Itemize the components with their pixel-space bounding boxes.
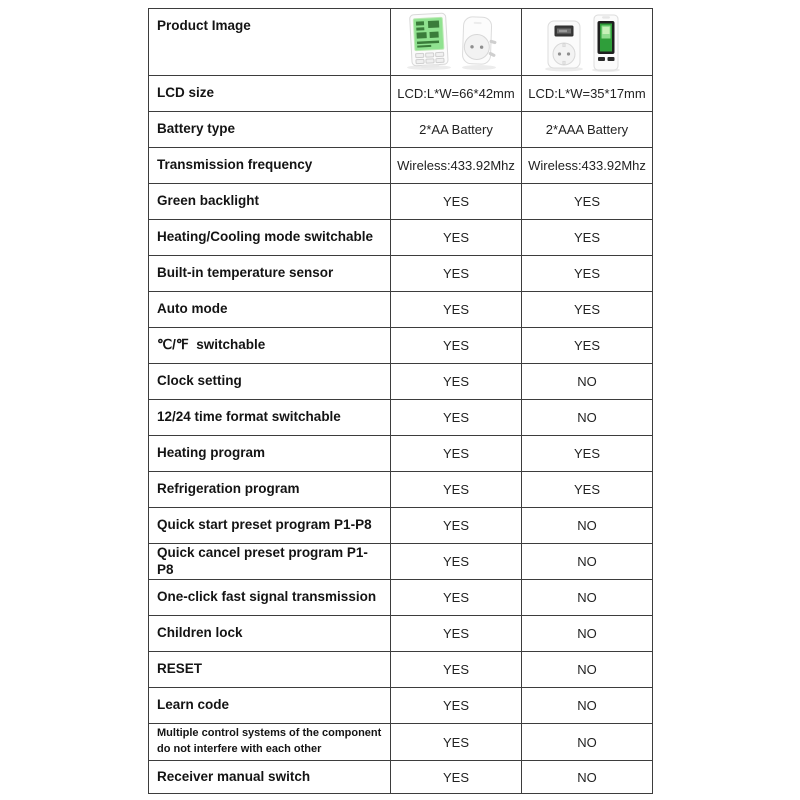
table-row: [149, 688, 653, 724]
spec-label: RESET: [149, 652, 391, 688]
spec-label: Auto mode: [149, 292, 391, 328]
spec-value-product2: NO: [522, 688, 653, 724]
spec-value-product2: Wireless:433.92Mhz: [522, 148, 653, 184]
spec-value-product2: YES: [522, 472, 653, 508]
spec-value-product2: YES: [522, 256, 653, 292]
product-1-image: [395, 12, 517, 72]
spec-label: Heating program: [149, 436, 391, 472]
spec-value-product1: YES: [391, 580, 522, 616]
table-row: [149, 724, 653, 761]
table-row: [149, 544, 653, 580]
spec-value-product1: YES: [391, 292, 522, 328]
spec-value-product1: YES: [391, 364, 522, 400]
spec-label: Transmission frequency: [149, 148, 391, 184]
spec-value-product1: 2*AA Battery: [391, 112, 522, 148]
spec-value-product1: LCD:L*W=66*42mm: [391, 76, 522, 112]
spec-value-product2: YES: [522, 436, 653, 472]
spec-value-product2: NO: [522, 544, 653, 580]
spec-value-product1: YES: [391, 220, 522, 256]
spec-label: Green backlight: [149, 184, 391, 220]
spec-value-product2: 2*AAA Battery: [522, 112, 653, 148]
table-row: [149, 328, 653, 364]
spec-value-product2: NO: [522, 724, 653, 761]
spec-value-product2: NO: [522, 400, 653, 436]
spec-label: Battery type: [149, 112, 391, 148]
table-row: [149, 616, 653, 652]
spec-label: Refrigeration program: [149, 472, 391, 508]
spec-value-product1: YES: [391, 616, 522, 652]
product-1-image-cell: [391, 9, 522, 76]
spec-value-product2: NO: [522, 508, 653, 544]
table-row: [149, 580, 653, 616]
spec-value-product2: YES: [522, 220, 653, 256]
table-row: [149, 9, 653, 76]
table-row: [149, 761, 653, 794]
spec-label: 12/24 time format switchable: [149, 400, 391, 436]
table-row: [149, 184, 653, 220]
table-row: [149, 364, 653, 400]
table-row: [149, 112, 653, 148]
spec-value-product2: YES: [522, 184, 653, 220]
table-row: [149, 76, 653, 112]
product-2-image: [526, 12, 648, 72]
table-row: [149, 220, 653, 256]
plug-icon: [462, 17, 497, 65]
spec-label: Clock setting: [149, 364, 391, 400]
spec-value-product1: YES: [391, 688, 522, 724]
table-row: [149, 436, 653, 472]
spec-value-product1: YES: [391, 400, 522, 436]
spec-value-product2: NO: [522, 761, 653, 794]
remote-control-icon: [594, 15, 618, 70]
spec-label: Learn code: [149, 688, 391, 724]
thermostat-icon: [410, 13, 449, 68]
product-2-image-cell: [522, 9, 653, 76]
spec-value-product1: YES: [391, 472, 522, 508]
spec-label: Receiver manual switch: [149, 761, 391, 794]
spec-table: [148, 8, 653, 794]
spec-value-product1: YES: [391, 184, 522, 220]
receiver-plug-icon: [548, 21, 580, 68]
spec-value-product1: YES: [391, 761, 522, 794]
spec-value-product1: YES: [391, 436, 522, 472]
spec-label: Quick start preset program P1-P8: [149, 508, 391, 544]
spec-value-product1: YES: [391, 328, 522, 364]
spec-value-product2: NO: [522, 652, 653, 688]
spec-value-product1: YES: [391, 544, 522, 580]
spec-label: One-click fast signal transmission: [149, 580, 391, 616]
spec-label: Built-in temperature sensor: [149, 256, 391, 292]
table-row: [149, 400, 653, 436]
spec-value-product2: YES: [522, 292, 653, 328]
spec-value-product1: YES: [391, 724, 522, 761]
table-row: [149, 292, 653, 328]
spec-label: Quick cancel preset program P1-P8: [149, 544, 391, 580]
table-row: [149, 256, 653, 292]
spec-value-product1: Wireless:433.92Mhz: [391, 148, 522, 184]
table-row: [149, 652, 653, 688]
spec-label: ℃/℉ switchable: [149, 328, 391, 364]
spec-value-product2: NO: [522, 364, 653, 400]
spec-value-product2: LCD:L*W=35*17mm: [522, 76, 653, 112]
spec-value-product1: YES: [391, 508, 522, 544]
spec-label: Product Image: [149, 9, 391, 76]
spec-value-product1: YES: [391, 652, 522, 688]
spec-value-product2: YES: [522, 328, 653, 364]
spec-label: Heating/Cooling mode switchable: [149, 220, 391, 256]
table-row: [149, 148, 653, 184]
spec-label: LCD size: [149, 76, 391, 112]
spec-value-product2: NO: [522, 580, 653, 616]
spec-value-product1: YES: [391, 256, 522, 292]
spec-value-product2: NO: [522, 616, 653, 652]
spec-label: Children lock: [149, 616, 391, 652]
spec-label: Multiple control systems of the component do not interfere with each other: [149, 724, 391, 761]
table-row: [149, 472, 653, 508]
table-row: [149, 508, 653, 544]
